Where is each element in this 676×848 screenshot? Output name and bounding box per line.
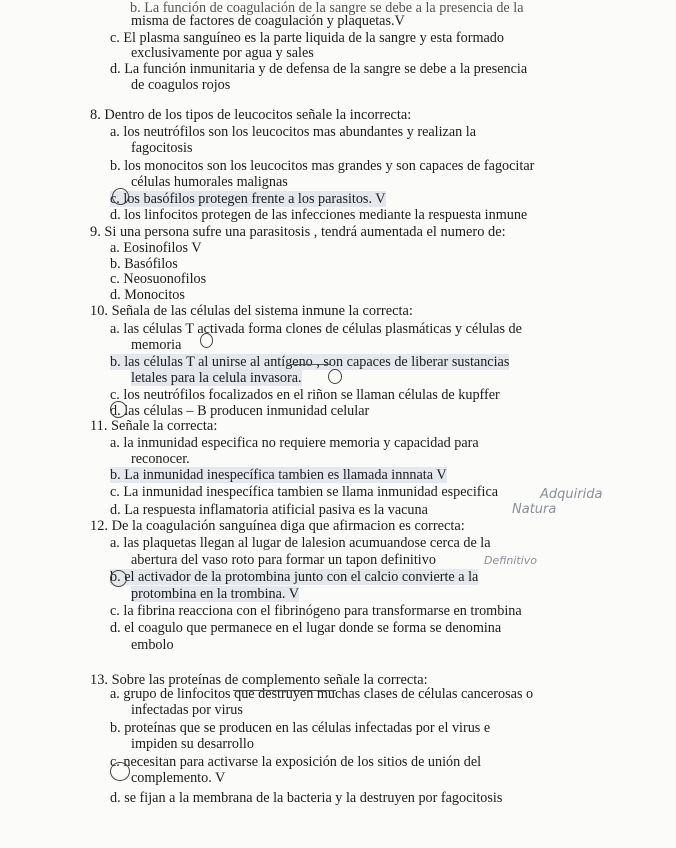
answer-circle-q10b	[328, 369, 342, 384]
text-line: d. el coagulo que permanece en el lugar donde se forma se denomina	[110, 620, 502, 636]
text-line: c. los basófilos protegen frente a los parasitos. V	[110, 191, 386, 207]
text-line: d. La función inmunitaria y de defensa de la sangre se debe a la presencia	[110, 61, 528, 77]
text-line: complemento. V	[131, 770, 226, 786]
text-line: a. las células T activada forma clones de células plasmáticas y células de	[110, 321, 522, 337]
text-line: de coagulos rojos	[131, 77, 231, 93]
text-line: impiden su desarrollo	[131, 736, 254, 752]
text-line: exclusivamente por agua y sales	[131, 45, 314, 61]
text-line: c. El plasma sanguíneo es la parte liquida de la sangre y esta formado	[110, 30, 504, 46]
question-line: 9. Si una persona sufre una parasitosis , tendrá aumentada el numero de:	[90, 224, 506, 240]
text-line: b. La función de coagulación de la sangre se debe a la presencia de la	[130, 0, 524, 16]
answer-circle-q8c	[112, 188, 129, 205]
question-line: 13. Sobre las proteínas de complemento señale la correcta:	[90, 672, 428, 688]
answer-circle-q12b	[110, 570, 127, 587]
underline-q10b	[290, 364, 330, 365]
text-line: d. La respuesta inflamatoria atificial pasiva es la vacuna	[110, 502, 428, 518]
answer-circle-q10d	[110, 401, 127, 418]
text-line: misma de factores de coagulación y plaquetas.V	[131, 13, 405, 29]
question-line: 8. Dentro de los tipos de leucocitos señale la incorrecta:	[90, 107, 412, 123]
text-line: d. las células – B producen inmunidad celular	[110, 403, 370, 419]
text-line: células humorales malignas	[131, 174, 288, 190]
answer-circle-q10a	[200, 333, 213, 348]
text-line: infectadas por virus	[131, 702, 243, 718]
underline-q13	[233, 690, 336, 691]
text-line: c. los neutrófilos focalizados en el riñon se llaman células de kupffer	[110, 387, 500, 403]
text-line: reconocer.	[131, 451, 190, 467]
handwritten-note-natura: Natura	[512, 502, 557, 517]
handwritten-note-adquirida: Adquirida	[540, 487, 603, 502]
answer-circle-q13c	[110, 762, 130, 781]
handwritten-note-definitivo: Definitivo	[484, 554, 537, 567]
text-line: a. Eosinofilos V	[110, 240, 202, 256]
text-line: a. grupo de linfocitos que destruyen muchas clases de células cancerosas o	[110, 686, 534, 702]
text-line: b. los monocitos son los leucocitos mas grandes y son capaces de fagocitar	[110, 158, 535, 174]
text-line: protombina en la trombina. V	[131, 586, 299, 602]
text-line: d. se fijan a la membrana de la bacteria y la destruyen por fagocitosis	[110, 790, 503, 806]
text-line: embolo	[131, 637, 174, 653]
text-line: c. Neosuonofilos	[110, 271, 207, 287]
text-line: a. la inmunidad especifica no requiere memoria y capacidad para	[110, 435, 479, 451]
text-line: b. proteínas que se producen en las células infectadas por el virus e	[110, 720, 491, 736]
text-line: b. La inmunidad inespecífica tambien es llamada innnata V	[110, 467, 447, 483]
text-line: b. Basófilos	[110, 256, 178, 272]
question-line: 12. De la coagulación sanguínea diga que afirmacion es correcta:	[90, 518, 465, 534]
question-line: 11. Señale la correcta:	[90, 418, 218, 434]
text-line: b. las células T al unirse al antígeno , son capaces de liberar sustancias	[110, 354, 510, 370]
text-line: b. el activador de la protombina junto con el calcio convierte a la	[110, 569, 479, 585]
text-line: a. las plaquetas llegan al lugar de lalesion acumuandose cerca de la	[110, 535, 491, 551]
text-line: abertura del vaso roto para formar un tapon definitivo	[131, 552, 436, 568]
text-line: c. La inmunidad inespecífica tambien se llama inmunidad especifica	[110, 484, 499, 500]
text-line: a. los neutrófilos son los leucocitos mas abundantes y realizan la	[110, 124, 477, 140]
text-line: fagocitosis	[131, 140, 193, 156]
question-line: 10. Señala de las células del sistema inmune la correcta:	[90, 303, 413, 319]
text-line: d. Monocitos	[110, 287, 185, 303]
text-line: c. necesitan para activarse la exposición de los sitios de unión del	[110, 754, 482, 770]
text-line: c. la fibrina reacciona con el fibrinógeno para transformarse en trombina	[110, 603, 522, 619]
text-line: d. los linfocitos protegen de las infecciones mediante la respuesta inmune	[110, 207, 528, 223]
text-line: memoria	[131, 337, 182, 353]
text-line: letales para la celula invasora.	[131, 370, 302, 386]
